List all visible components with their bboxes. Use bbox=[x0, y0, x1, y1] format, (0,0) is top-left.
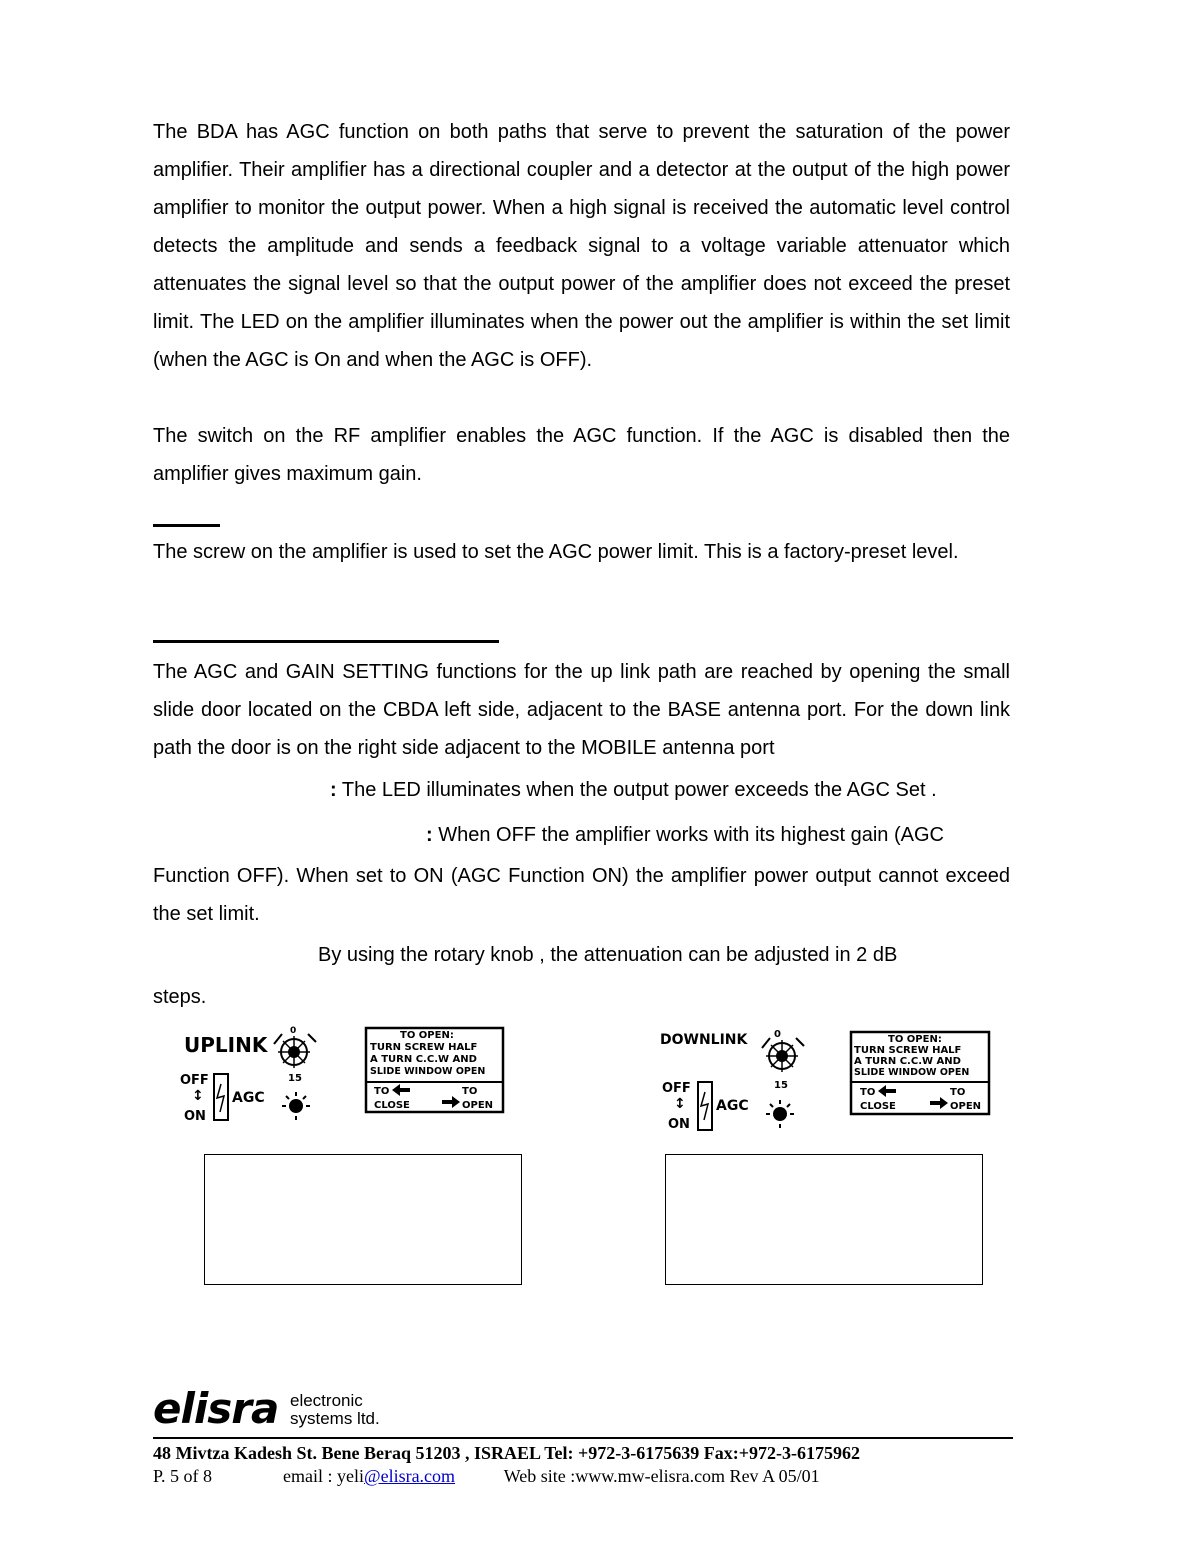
downlink-door-line-4: SLIDE WINDOW OPEN bbox=[854, 1067, 970, 1078]
uplink-door-line-2: TURN SCREW HALF bbox=[370, 1042, 478, 1053]
uplink-dial-top: 0 bbox=[290, 1026, 297, 1036]
downlink-door-label bbox=[851, 1032, 989, 1114]
uplink-dial-icon bbox=[274, 1034, 316, 1068]
uplink-led-icon bbox=[282, 1092, 310, 1120]
slide-door-paragraph: The AGC and GAIN SETTING functions for the up link path are reached by opening the small slide door located on the CBDA left side, adjacent to the BASE antenna port. For the down link path the door is on the right side adjacent to the MOBILE antenna port bbox=[153, 661, 1010, 759]
downlink-to-close-a: TO bbox=[860, 1087, 876, 1098]
footer-info bbox=[153, 1466, 820, 1487]
footer-page-number: P. 5 of 8 bbox=[153, 1466, 213, 1486]
switch-continuation: Function OFF). When set to ON (AGC Function ON) the amplifier power output cannot exceed the set limit. bbox=[153, 865, 1010, 925]
downlink-on-label: ON bbox=[668, 1117, 690, 1132]
downlink-to-close-b: CLOSE bbox=[860, 1101, 896, 1112]
footer-website: Web site :www.mw-elisra.com Rev A 05/01 bbox=[503, 1466, 820, 1486]
uplink-to-close-b: CLOSE bbox=[374, 1100, 410, 1111]
downlink-to-open-a: TO bbox=[950, 1087, 966, 1098]
switch-colon: : bbox=[426, 824, 433, 846]
knob-continuation: steps. bbox=[153, 986, 207, 1008]
agc-description-paragraph: The BDA has AGC function on both paths that serve to prevent the saturation of the power amplifier. Their amplifier has a directional coupler and a detector at the output of the high power amplifier to monitor the output power. When a high signal is received the automatic level control detects the amplitude and sends a feedback signal to a voltage variable attenuator which attenuates the signal level so that the output power of the amplifier does not exceed the preset limit. The LED on the amplifier illuminates when the power out the amplifier is within the set limit (when the AGC is On and when the AGC is OFF). bbox=[153, 121, 1010, 371]
section-rule-long bbox=[153, 640, 499, 643]
downlink-arrow-updown: ↕ bbox=[674, 1096, 686, 1112]
uplink-title: UPLINK bbox=[184, 1033, 268, 1057]
uplink-open-arrow-icon bbox=[442, 1096, 460, 1108]
uplink-arrow-updown: ↕ bbox=[192, 1088, 204, 1104]
footer-divider bbox=[153, 1437, 1013, 1439]
uplink-to-open-b: OPEN bbox=[462, 1100, 494, 1111]
downlink-caption-box bbox=[665, 1154, 983, 1285]
switch-description bbox=[426, 816, 1010, 854]
logo-tagline-2: systems ltd. bbox=[290, 1409, 380, 1428]
downlink-dial-top: 0 bbox=[774, 1029, 781, 1040]
uplink-off-label: OFF bbox=[180, 1073, 209, 1088]
elisra-logo bbox=[153, 1388, 403, 1428]
uplink-close-arrow-icon bbox=[392, 1084, 410, 1096]
switch-text: When OFF the amplifier works with its highest gain (AGC bbox=[438, 824, 944, 846]
downlink-to-open-b: OPEN bbox=[950, 1101, 982, 1112]
downlink-dial-icon bbox=[762, 1038, 804, 1072]
footer-email-label: email : yeli bbox=[283, 1466, 364, 1486]
downlink-off-label: OFF bbox=[662, 1081, 691, 1096]
uplink-panel-figure bbox=[178, 1022, 508, 1130]
downlink-dial-bottom: 15 bbox=[774, 1080, 788, 1091]
section-rule-short bbox=[153, 524, 220, 527]
logo-wordmark: elisra bbox=[153, 1388, 279, 1428]
downlink-panel-figure bbox=[658, 1026, 994, 1134]
uplink-dial-bottom: 15 bbox=[288, 1073, 302, 1084]
uplink-door-line-1: TO OPEN: bbox=[400, 1030, 454, 1041]
agc-switch-paragraph: The switch on the RF amplifier enables the AGC function. If the AGC is disabled then the amplifier gives maximum gain. bbox=[153, 425, 1010, 485]
led-colon: : bbox=[330, 779, 337, 801]
downlink-agc-label: AGC bbox=[716, 1098, 749, 1114]
downlink-led-icon bbox=[766, 1100, 794, 1128]
led-text: The LED illuminates when the output power exceeds the AGC Set . bbox=[341, 779, 937, 801]
downlink-close-arrow-icon bbox=[878, 1085, 896, 1097]
footer-email-link[interactable]: @elisra.com bbox=[364, 1466, 456, 1486]
knob-description: By using the rotary knob , the attenuation can be adjusted in 2 dB bbox=[318, 944, 898, 966]
led-description bbox=[330, 771, 1010, 809]
uplink-door-line-4: SLIDE WINDOW OPEN bbox=[370, 1066, 486, 1077]
downlink-door-line-3: A TURN C.C.W AND bbox=[854, 1056, 961, 1067]
uplink-to-close-a: TO bbox=[374, 1086, 390, 1097]
downlink-open-arrow-icon bbox=[930, 1097, 948, 1109]
uplink-door-label bbox=[366, 1028, 503, 1112]
footer-address: 48 Mivtza Kadesh St. Bene Beraq 51203 , ISRAEL Tel: +972-3-6175639 Fax:+972-3-6175962 bbox=[153, 1443, 861, 1463]
downlink-door-line-2: TURN SCREW HALF bbox=[854, 1045, 962, 1056]
downlink-door-line-1: TO OPEN: bbox=[888, 1034, 942, 1045]
uplink-agc-label: AGC bbox=[232, 1090, 265, 1106]
uplink-on-label: ON bbox=[184, 1109, 206, 1124]
logo-tagline-1: electronic bbox=[290, 1391, 363, 1410]
downlink-agc-switch bbox=[698, 1082, 712, 1130]
uplink-caption-box bbox=[204, 1154, 522, 1285]
agc-screw-paragraph: The screw on the amplifier is used to set the AGC power limit. This is a factory-preset level. bbox=[153, 541, 959, 563]
downlink-title: DOWNLINK bbox=[660, 1032, 748, 1048]
uplink-to-open-a: TO bbox=[462, 1086, 478, 1097]
uplink-door-line-3: A TURN C.C.W AND bbox=[370, 1054, 477, 1065]
